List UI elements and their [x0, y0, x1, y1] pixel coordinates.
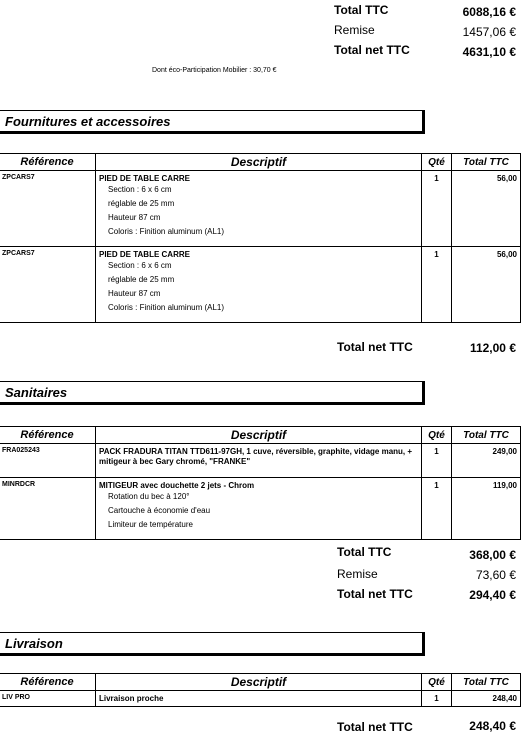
section-title: Fournitures et accessoires: [5, 114, 171, 129]
col-header-qte: Qté: [422, 427, 452, 444]
top-total-ttc-label: Total TTC: [334, 3, 389, 17]
row-detail-line: Hauteur 87 cm: [108, 289, 161, 298]
row-qte: 1: [422, 444, 452, 478]
col-header-reference: Référence: [0, 154, 96, 171]
col-header-descriptif: Descriptif: [96, 427, 422, 444]
section-total-net-label: Total net TTC: [337, 720, 413, 734]
table-row: [0, 247, 521, 323]
row-descriptif: [96, 444, 422, 478]
col-header-reference: Référence: [0, 427, 96, 444]
items-table-livraison: [0, 673, 521, 707]
row-detail-line: Cartouche à économie d'eau: [108, 506, 211, 515]
top-total-net-value: 4631,10 €: [462, 45, 516, 59]
row-reference: MINRDCR: [0, 478, 96, 540]
row-title: MITIGEUR avec douchette 2 jets - Chrom: [99, 481, 255, 490]
col-header-reference: Référence: [0, 674, 96, 691]
row-reference: LIV PRO: [0, 691, 96, 707]
row-total-ttc: 119,00: [452, 478, 521, 540]
section-total-net-label: Total net TTC: [337, 587, 413, 601]
section-total-ttc-label: Total TTC: [337, 545, 392, 559]
row-total-ttc: 56,00: [452, 171, 521, 247]
items-table-fournitures: [0, 153, 521, 323]
row-qte: 1: [422, 691, 452, 707]
row-detail-line: Section : 6 x 6 cm: [108, 185, 172, 194]
row-total-ttc: 248,40: [452, 691, 521, 707]
table-row: [0, 691, 521, 707]
col-header-qte: Qté: [422, 154, 452, 171]
row-detail-line: Section : 6 x 6 cm: [108, 261, 172, 270]
section-remise-label: Remise: [337, 567, 378, 581]
row-title: Livraison proche: [99, 694, 164, 703]
section-title: Sanitaires: [5, 385, 68, 400]
top-remise-value: 1457,06 €: [462, 25, 516, 39]
row-title: PACK FRADURA TITAN TTD611-97GH, 1 cuve, réversible, graphite, vidage manu, + mitigeur à bec Gary chromé, "FRANKE": [99, 447, 413, 466]
row-total-ttc: 56,00: [452, 247, 521, 323]
row-title: PIED DE TABLE CARRE: [99, 174, 190, 183]
row-detail-line: Rotation du bec à 120°: [108, 492, 190, 501]
top-total-ttc-value: 6088,16 €: [462, 5, 516, 19]
row-reference: FRA025243: [0, 444, 96, 478]
col-header-total-ttc: Total TTC: [452, 154, 521, 171]
section-header-livraison: [0, 632, 425, 656]
section-total-net-value: 112,00 €: [469, 341, 516, 355]
row-reference: ZPCARS7: [0, 171, 96, 247]
row-qte: 1: [422, 171, 452, 247]
row-detail-line: Hauteur 87 cm: [108, 213, 161, 222]
row-reference: ZPCARS7: [0, 247, 96, 323]
row-descriptif: [96, 247, 422, 323]
top-total-net-label: Total net TTC: [334, 43, 410, 57]
row-descriptif: [96, 171, 422, 247]
col-header-total-ttc: Total TTC: [452, 674, 521, 691]
top-remise-label: Remise: [334, 23, 375, 37]
row-total-ttc: 249,00: [452, 444, 521, 478]
section-total-net-label: Total net TTC: [337, 340, 413, 354]
row-detail-line: Coloris : Finition aluminum (AL1): [108, 303, 225, 312]
row-detail-line: Limiteur de température: [108, 520, 193, 529]
section-remise-value: 73,60 €: [475, 568, 516, 582]
section-total-ttc-value: 368,00 €: [469, 548, 516, 562]
row-detail-line: réglable de 25 mm: [108, 199, 175, 208]
col-header-qte: Qté: [422, 674, 452, 691]
section-header-fournitures: [0, 110, 425, 134]
row-detail-line: réglable de 25 mm: [108, 275, 175, 284]
items-table-sanitaires: [0, 426, 521, 540]
col-header-total-ttc: Total TTC: [452, 427, 521, 444]
row-descriptif: [96, 691, 422, 707]
eco-participation-note: Dont éco-Participation Mobilier : 30,70 €: [152, 67, 277, 74]
section-total-net-value: 294,40 €: [469, 588, 516, 602]
row-descriptif: [96, 478, 422, 540]
table-row: [0, 171, 521, 247]
row-qte: 1: [422, 247, 452, 323]
section-header-sanitaires: [0, 381, 425, 405]
row-qte: 1: [422, 478, 452, 540]
row-title: PIED DE TABLE CARRE: [99, 250, 190, 259]
section-total-net-value: 248,40 €: [469, 719, 516, 733]
col-header-descriptif: Descriptif: [96, 674, 422, 691]
section-title: Livraison: [5, 636, 63, 651]
table-row: [0, 478, 521, 540]
row-detail-line: Coloris : Finition aluminum (AL1): [108, 227, 225, 236]
table-row: [0, 444, 521, 478]
col-header-descriptif: Descriptif: [96, 154, 422, 171]
